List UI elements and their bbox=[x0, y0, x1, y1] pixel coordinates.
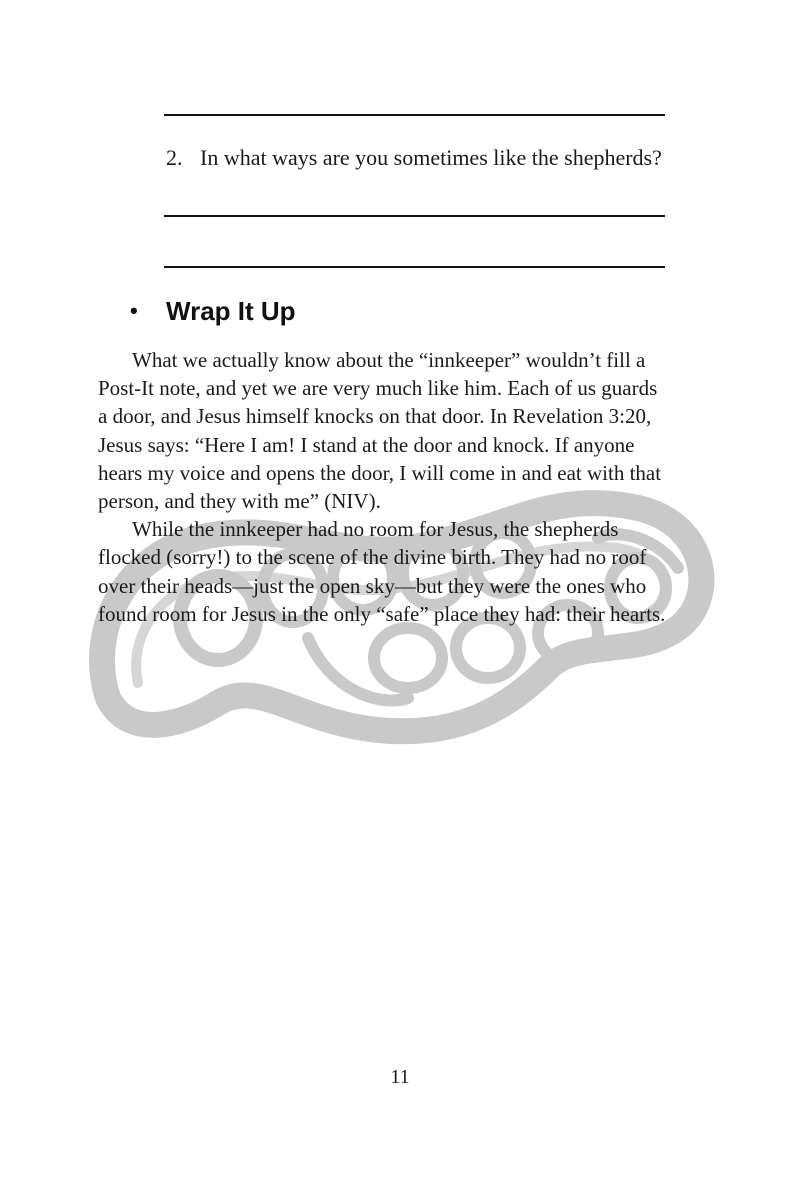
paragraph bbox=[98, 515, 698, 628]
question-number: 2. bbox=[166, 145, 183, 170]
text-line: over their heads—just the open sky—but they were the ones who bbox=[98, 573, 647, 598]
section-heading bbox=[130, 291, 296, 331]
answer-line bbox=[164, 215, 665, 217]
question-2 bbox=[166, 143, 662, 173]
body-text bbox=[98, 346, 698, 628]
text-line: a door, and Jesus himself knocks on that door. In Revelation 3:20, bbox=[98, 404, 652, 429]
text-line: person, and they with me” (NIV). bbox=[98, 489, 381, 514]
text-line: hears my voice and opens the door, I will come in and eat with that bbox=[98, 460, 662, 485]
text-line: While the innkeeper had no room for Jesus, the shepherds bbox=[132, 517, 619, 542]
answer-line bbox=[164, 266, 665, 268]
text-line: Post-It note, and yet we are very much like him. Each of us guards bbox=[98, 376, 658, 401]
question-text: In what ways are you sometimes like the shepherds? bbox=[200, 145, 662, 170]
paragraph bbox=[98, 346, 698, 515]
section-title: Wrap It Up bbox=[166, 296, 296, 326]
page-number: 11 bbox=[390, 1066, 410, 1088]
text-line: flocked (sorry!) to the scene of the divine birth. They had no roof bbox=[98, 545, 647, 570]
text-line: found room for Jesus in the only “safe” place they had: their hearts. bbox=[98, 601, 666, 626]
text-line: Jesus says: “Here I am! I stand at the door and knock. If anyone bbox=[98, 432, 635, 457]
text-line: What we actually know about the “innkeeper” wouldn’t fill a bbox=[132, 348, 646, 372]
bullet-icon: • bbox=[130, 298, 138, 323]
answer-line bbox=[164, 114, 665, 116]
